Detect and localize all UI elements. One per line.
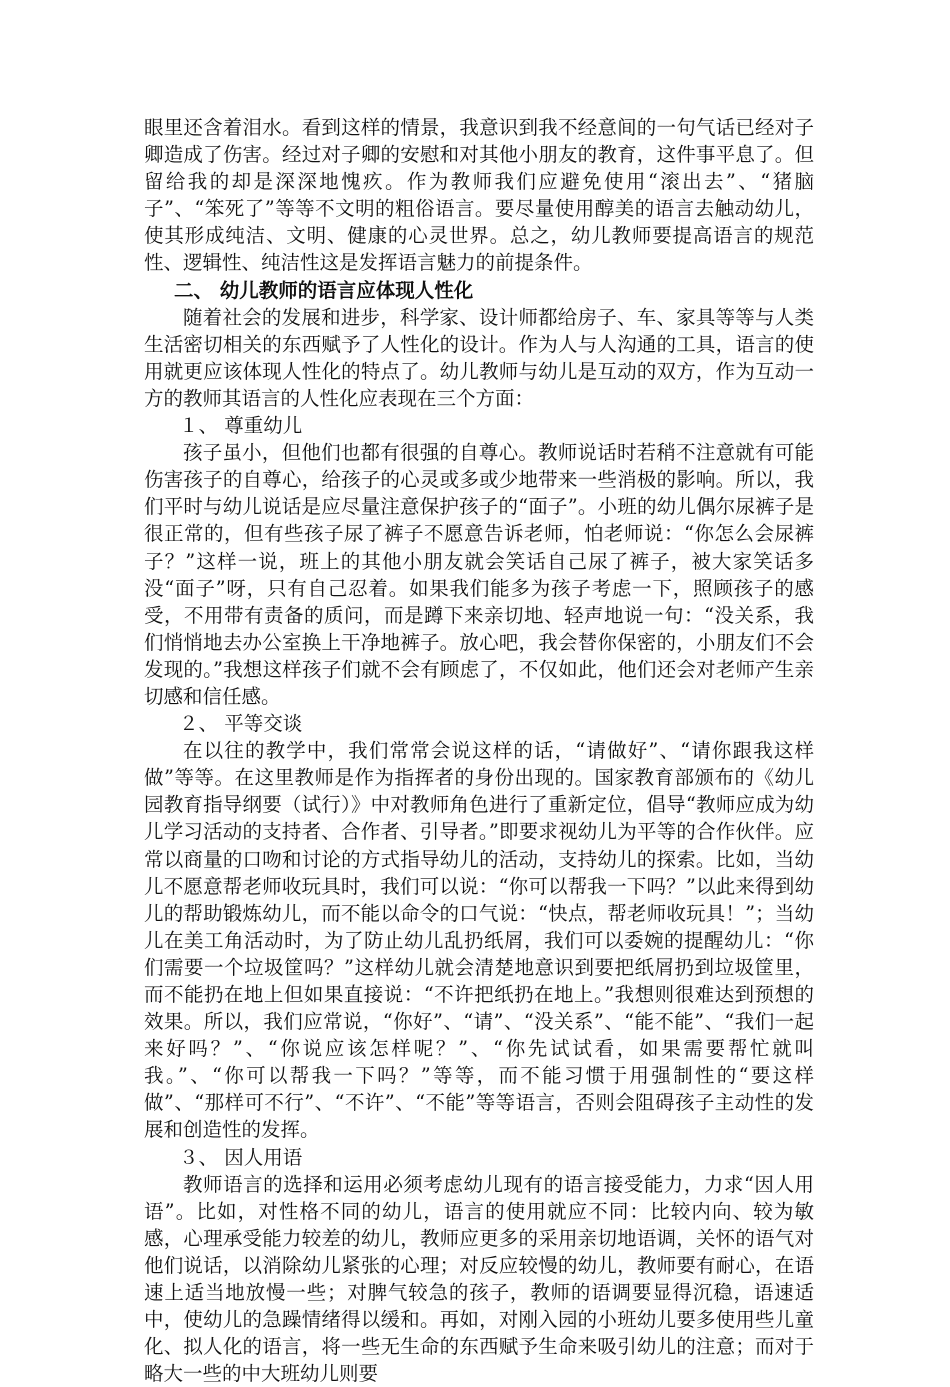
subheading-individual-language: ３、 因人用语 [179,1145,303,1169]
section-heading-2: 二、 幼儿教师的语言应体现人性化 [174,278,474,302]
document-page [144,114,814,1387]
subheading-equal-talk: ２、 平等交谈 [179,712,303,736]
paragraph-equal: 在以往的教学中，我们常常会说这样的话，“请做好”、“请你跟我这样做”等等。在这里教师是作为指挥者的身份出现的。国家教育部颁布的《幼儿园教育指导纲要（试行）》中对教师角色进行了重新定位，倡导“教师应成为幼儿学习活动的支持者、合作者、引导者。”即要求视幼儿为平等的合作伙伴。应常以商量的口吻和讨论的方式指导幼儿的活动，支持幼儿的探索。比如，当幼儿不愿意帮老师收玩具时，我们可以说：“你可以帮我一下吗？”以此来得到幼儿的帮助锻炼幼儿，而不能以命令的口气说：“快点，帮老师收玩具！”；当幼儿在美工角活动时，为了防止幼儿乱扔纸屑，我们可以委婉的提醒幼儿：“你们需要一个垃圾筐吗？”这样幼儿就会清楚地意识到要把纸屑扔到垃圾筐里，而不能扔在地上但如果直接说：“不许把纸扔在地上。”我想则很难达到预想的效果。所以，我们应常说，“你好”、“请”、“没关系”、“能不能”、“我们一起来好吗？”、“你说应该怎样呢？”、“你先试试看，如果需要帮忙就叫我。”、“你可以帮我一下吗？”等等，而不能习惯于用强制性的“要这样做”、“那样可不行”、“不许”、“不能”等等语言，否则会阻碍孩子主动性的发展和创造性的发挥。 [144,739,814,1142]
paragraph-respect: 孩子虽小，但他们也都有很强的自尊心。教师说话时若稍不注意就有可能伤害孩子的自尊心，给孩子的心灵或多或少地带来一些消极的影响。所以，我们平时与幼儿说话是应尽量注意保护孩子的“面子”。小班的幼儿偶尔尿裤子是很正常的，但有些孩子尿了裤子不愿意告诉老师，怕老师说：“你怎么会尿裤子？”这样一说，班上的其他小朋友就会笑话自己尿了裤子，被大家笑话多没“面子”呀，只有自己忍着。如果我们能多为孩子考虑一下，照顾孩子的感受，不用带有责备的质问，而是蹲下来亲切地、轻声地说一句：“没关系，我们悄悄地去办公室换上干净地裤子。放心吧，我会替你保密的，小朋友们不会发现的。”我想这样孩子们就不会有顾虑了，不仅如此，他们还会对老师产生亲切感和信任感。 [144,441,814,708]
paragraph-intro: 随着社会的发展和进步，科学家、设计师都给房子、车、家具等等与人类生活密切相关的东西赋予了人性化的设计。作为人与人沟通的工具，语言的使用就更应该体现人性化的特点了。幼儿教师与幼儿是互动的双方，作为互动一方的教师其语言的人性化应表现在三个方面： [144,305,814,410]
subheading-respect-children: １、 尊重幼儿 [179,414,303,438]
paragraph-individual: 教师语言的选择和运用必须考虑幼儿现有的语言接受能力，力求“因人用语”。比如，对性格不同的幼儿，语言的使用就应不同：比较内向、较为敏感，心理承受能力较差的幼儿，教师应更多的采用亲切地语调，关怀的语气对他们说话，以消除幼儿紧张的心理；对反应较慢的幼儿，教师要有耐心，在语速上适当地放慢一些；对脾气较急的孩子，教师的语调要显得沉稳，语速适中，使幼儿的急躁情绪得以缓和。再如，对刚入园的小班幼儿要多使用些儿童化、拟人化的语言，将一些无生命的东西赋予生命来吸引幼儿的注意；而对于略大一些的中大班幼儿则要 [144,1172,814,1386]
paragraph-continued: 眼里还含着泪水。看到这样的情景，我意识到我不经意间的一句气话已经对子卿造成了伤害。经过对子卿的安慰和对其他小朋友的教育，这件事平息了。但留给我的却是深深地愧疚。作为教师我们应避免使用“滚出去”、“猪脑子”、“笨死了”等等不文明的粗俗语言。要尽量使用醇美的语言去触动幼儿，使其形成纯洁、文明、健康的心灵世界。总之，幼儿教师要提高语言的规范性、逻辑性、纯洁性这是发挥语言魅力的前提条件。 [144,116,814,275]
